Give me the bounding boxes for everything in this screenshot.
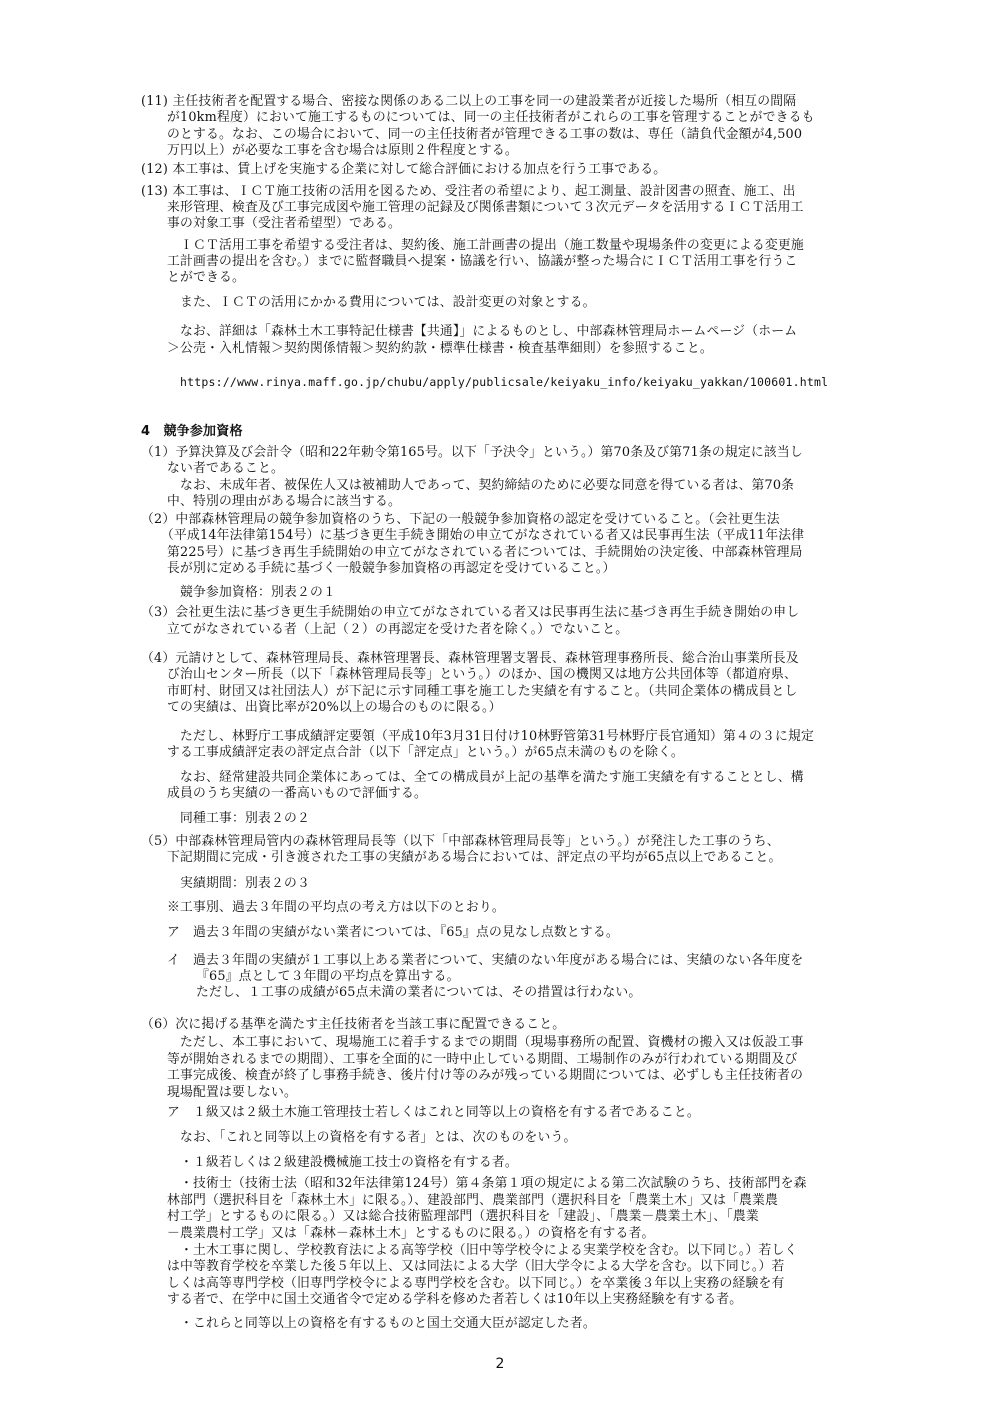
- req-4-proviso-line-2: する工事成績評定表の評定点合計（以下「評定点」という。）が65点未満のものを除く。: [167, 745, 684, 760]
- req-4-line-3: 市町村、財団又は社団法人）が下記に示す同種工事を施工した実績を有すること。（共同企業体の構成員とし: [167, 684, 798, 699]
- req-1-note-line-1: なお、未成年者、被保佐人又は被補助人であって、契約締結のために必要な同意を得ている者は、第70条: [180, 478, 795, 493]
- req-6-proviso-line-3: 工事完成後、検査が終了し事務手続き、後片付け等のみが残っている期間については、必ずしも主任技術者の: [167, 1068, 804, 1083]
- req-5-i-line-3: ただし、１工事の成績が65点未満の業者については、その措置は行わない。: [196, 985, 642, 1000]
- req-4-line-1: （4）元請けとして、森林管理局長、森林管理署長、森林管理署支署長、森林管理事務所長、総合治山事業所長及: [141, 651, 799, 666]
- req-6-bullet-3-line-1: ・土木工事に関し、学校教育法による高等学校（旧中等学校令による実業学校を含む。以下同じ。）若しく: [180, 1243, 798, 1258]
- req-6-line-1: （6）次に掲げる基準を満たす主任技術者を当該工事に配置できること。: [141, 1017, 566, 1032]
- item-13-line-1: (13) 本工事は、ＩＣＴ施工技術の活用を図るため、受注者の希望により、起工測量、設計図書の照査、施工、出: [141, 184, 796, 199]
- req-6-bullet-4: ・これらと同等以上の資格を有するものと国土交通大臣が認定した者。: [180, 1316, 596, 1331]
- item-13-line-3: 事の対象工事（受注者希望型）である。: [167, 216, 401, 231]
- req-4-jv-line-2: 成員のうち実績の一番高いもので評価する。: [167, 786, 427, 801]
- section-heading: 4 競争参加資格: [141, 424, 243, 439]
- req-6-bullet-2-line-3: 村工学」とするものに限る。）又は総合技術監理部門（選択科目を「建設」、「農業－農業土木」、「農業: [167, 1209, 759, 1224]
- req-5-line-2: 下記期間に完成・引き渡された工事の実績がある場合においては、評定点の平均が65点以上であること。: [167, 850, 782, 865]
- req-3-line-1: （3）会社更生法に基づき更生手続開始の申立てがなされている者又は民事再生法に基づき再生手続き開始の申し: [141, 605, 800, 620]
- req-1-note-line-2: 中、特別の理由がある場合に該当する。: [167, 494, 401, 509]
- req-2-line-3: 第225号）に基づき再生手続開始の申立てがなされている者については、手続開始の決定後、中部森林管理局: [167, 545, 803, 560]
- req-4-line-4: ての実績は、出資比率が20%以上の場合のものに限る。）: [167, 700, 502, 715]
- req-1-line-1: （1）予算決算及び会計令（昭和22年勅令第165号。以下「予決令」という。）第70条及び第71条の規定に該当し: [141, 445, 803, 460]
- req-6-equivalent-def: なお、「これと同等以上の資格を有する者」とは、次のものをいう。: [180, 1130, 577, 1145]
- req-6-proviso-line-1: ただし、本工事において、現場施工に着手するまでの期間（現場事務所の配置、資機材の搬入又は仮設工事: [180, 1035, 804, 1050]
- item-11-line-2: が10km程度）において施工するものについては、同一の主任技術者がこれらの工事を管理することができるも: [167, 110, 815, 125]
- req-5-period: 実績期間：別表２の３: [180, 876, 310, 891]
- req-4-proviso-line-1: ただし、林野庁工事成績評定要領（平成10年3月31日付け10林野管第31号林野庁長官通知）第４の３に規定: [180, 729, 814, 744]
- item-11-line-3: のとする。なお、この場合において、同一の主任技術者が管理できる工事の数は、専任（請負代金額が4,500: [167, 127, 803, 142]
- req-6-bullet-3-line-2: は中等教育学校を卒業した後５年以上、又は同法による大学（旧大学令による大学を含む。以下同じ。）若: [167, 1259, 785, 1274]
- req-6-bullet-2-line-1: ・技術士（技術士法（昭和32年法律第124号）第４条第１項の規定による第二次試験のうち、技術部門を森: [180, 1176, 807, 1191]
- req-1-line-2: ない者であること。: [167, 461, 284, 476]
- item-11-line-4: 万円以上）が必要な工事を含む場合は原則２件程度とする。: [167, 143, 518, 158]
- reference-para-line-2: ＞公売・入札情報＞契約関係情報＞契約約款・標準仕様書・検査基準細則）を参照すること。: [167, 341, 713, 356]
- item-11-line-1: (11) 主任技術者を配置する場合、密接な関係のある二以上の工事を同一の建設業者が近接した場所（相互の間隔: [141, 94, 797, 109]
- req-4-similar-work: 同種工事：別表２の２: [180, 811, 310, 826]
- req-5-i-line-2: 『65』点として３年間の平均点を算出する。: [196, 969, 460, 984]
- req-6-bullet-2-line-2: 林部門（選択科目を「森林土木」に限る。）、建設部門、農業部門（選択科目を「農業土木」又は「農業農: [167, 1193, 779, 1208]
- ict-para-line-2: 工計画書の提出を含む。）までに監督職員へ提案・協議を行い、協議が整った場合にＩＣＴ活用工事を行うこ: [167, 254, 798, 269]
- req-2-line-2: （平成14年法律第154号）に基づき更生手続き開始の申立てがなされている者又は民事再生法（平成11年法律: [161, 528, 805, 543]
- req-6-bullet-3-line-3: しくは高等専門学校（旧専門学校令による専門学校を含む。以下同じ。）を卒業後３年以上実務の経験を有: [167, 1276, 785, 1291]
- req-6-a: ア １級又は２級土木施工管理技士若しくはこれと同等以上の資格を有する者であること。: [167, 1105, 700, 1120]
- ict-cost-para: また、ＩＣＴの活用にかかる費用については、設計変更の対象とする。: [180, 295, 596, 310]
- req-2-line-4: 長が別に定める手続に基づく一般競争参加資格の再認定を受けていること。）: [167, 561, 616, 576]
- req-5-a: ア 過去３年間の実績がない業者については、『65』点の見なし点数とする。: [167, 925, 619, 940]
- req-4-jv-line-1: なお、経常建設共同企業体にあっては、全ての構成員が上記の基準を満たす施工実績を有することとし、構: [180, 770, 804, 785]
- req-4-line-2: び治山センター所長（以下「森林管理局長等」という。）のほか、国の機関又は地方公共団体等（都道府県、: [167, 667, 797, 682]
- req-5-line-1: （5）中部森林管理局管内の森林管理局長等（以下「中部森林管理局長等」という。）が発注した工事のうち、: [141, 834, 780, 849]
- req-5-i-line-1: イ 過去３年間の実績が１工事以上ある業者について、実績のない年度がある場合には、実績のない各年度を: [167, 953, 804, 968]
- req-5-note: ※工事別、過去３年間の平均点の考え方は以下のとおり。: [167, 900, 505, 915]
- req-6-bullet-1: ・１級若しくは２級建設機械施工技士の資格を有する者。: [180, 1155, 518, 1170]
- item-12: (12) 本工事は、賃上げを実施する企業に対して総合評価における加点を行う工事である。: [141, 162, 667, 177]
- reference-url[interactable]: https://www.rinya.maff.go.jp/chubu/apply/publicsale/keiyaku_info/keiyaku_yakkan/100601.html: [180, 375, 829, 389]
- req-2-line-1: （2）中部森林管理局の競争参加資格のうち、下記の一般競争参加資格の認定を受けていること。（会社更生法: [141, 512, 780, 527]
- req-6-proviso-line-4: 現場配置は要しない。: [167, 1085, 297, 1100]
- req-6-proviso-line-2: 等が開始されるまでの期間）、工事を全面的に一時中止している期間、工場制作のみが行われている期間及び: [167, 1052, 798, 1067]
- req-2-qualification: 競争参加資格：別表２の１: [180, 585, 336, 600]
- req-6-bullet-2-line-4: －農業農村工学」又は「森林－森林土木」とするものに限る。）の資格を有する者。: [167, 1226, 655, 1241]
- item-13-line-2: 来形管理、検査及び工事完成図や施工管理の記録及び関係書類について３次元データを活用するＩＣＴ活用工: [167, 200, 804, 215]
- reference-para-line-1: なお、詳細は「森林土木工事特記仕様書【共通】」によるものとし、中部森林管理局ホームページ（ホーム: [180, 324, 798, 339]
- ict-para-line-3: とができる。: [167, 270, 245, 285]
- req-3-line-2: 立てがなされている者（上記（２）の再認定を受けた者を除く。）でないこと。: [167, 622, 629, 637]
- ict-para-line-1: ＩＣＴ活用工事を希望する受注者は、契約後、施工計画書の提出（施工数量や現場条件の変更による変更施: [180, 238, 804, 253]
- req-6-bullet-3-line-4: する者で、在学中に国土交通省令で定める学科を修めた者若しくは10年以上実務経験を有する者。: [167, 1292, 743, 1307]
- page-number: 2: [495, 1356, 505, 1372]
